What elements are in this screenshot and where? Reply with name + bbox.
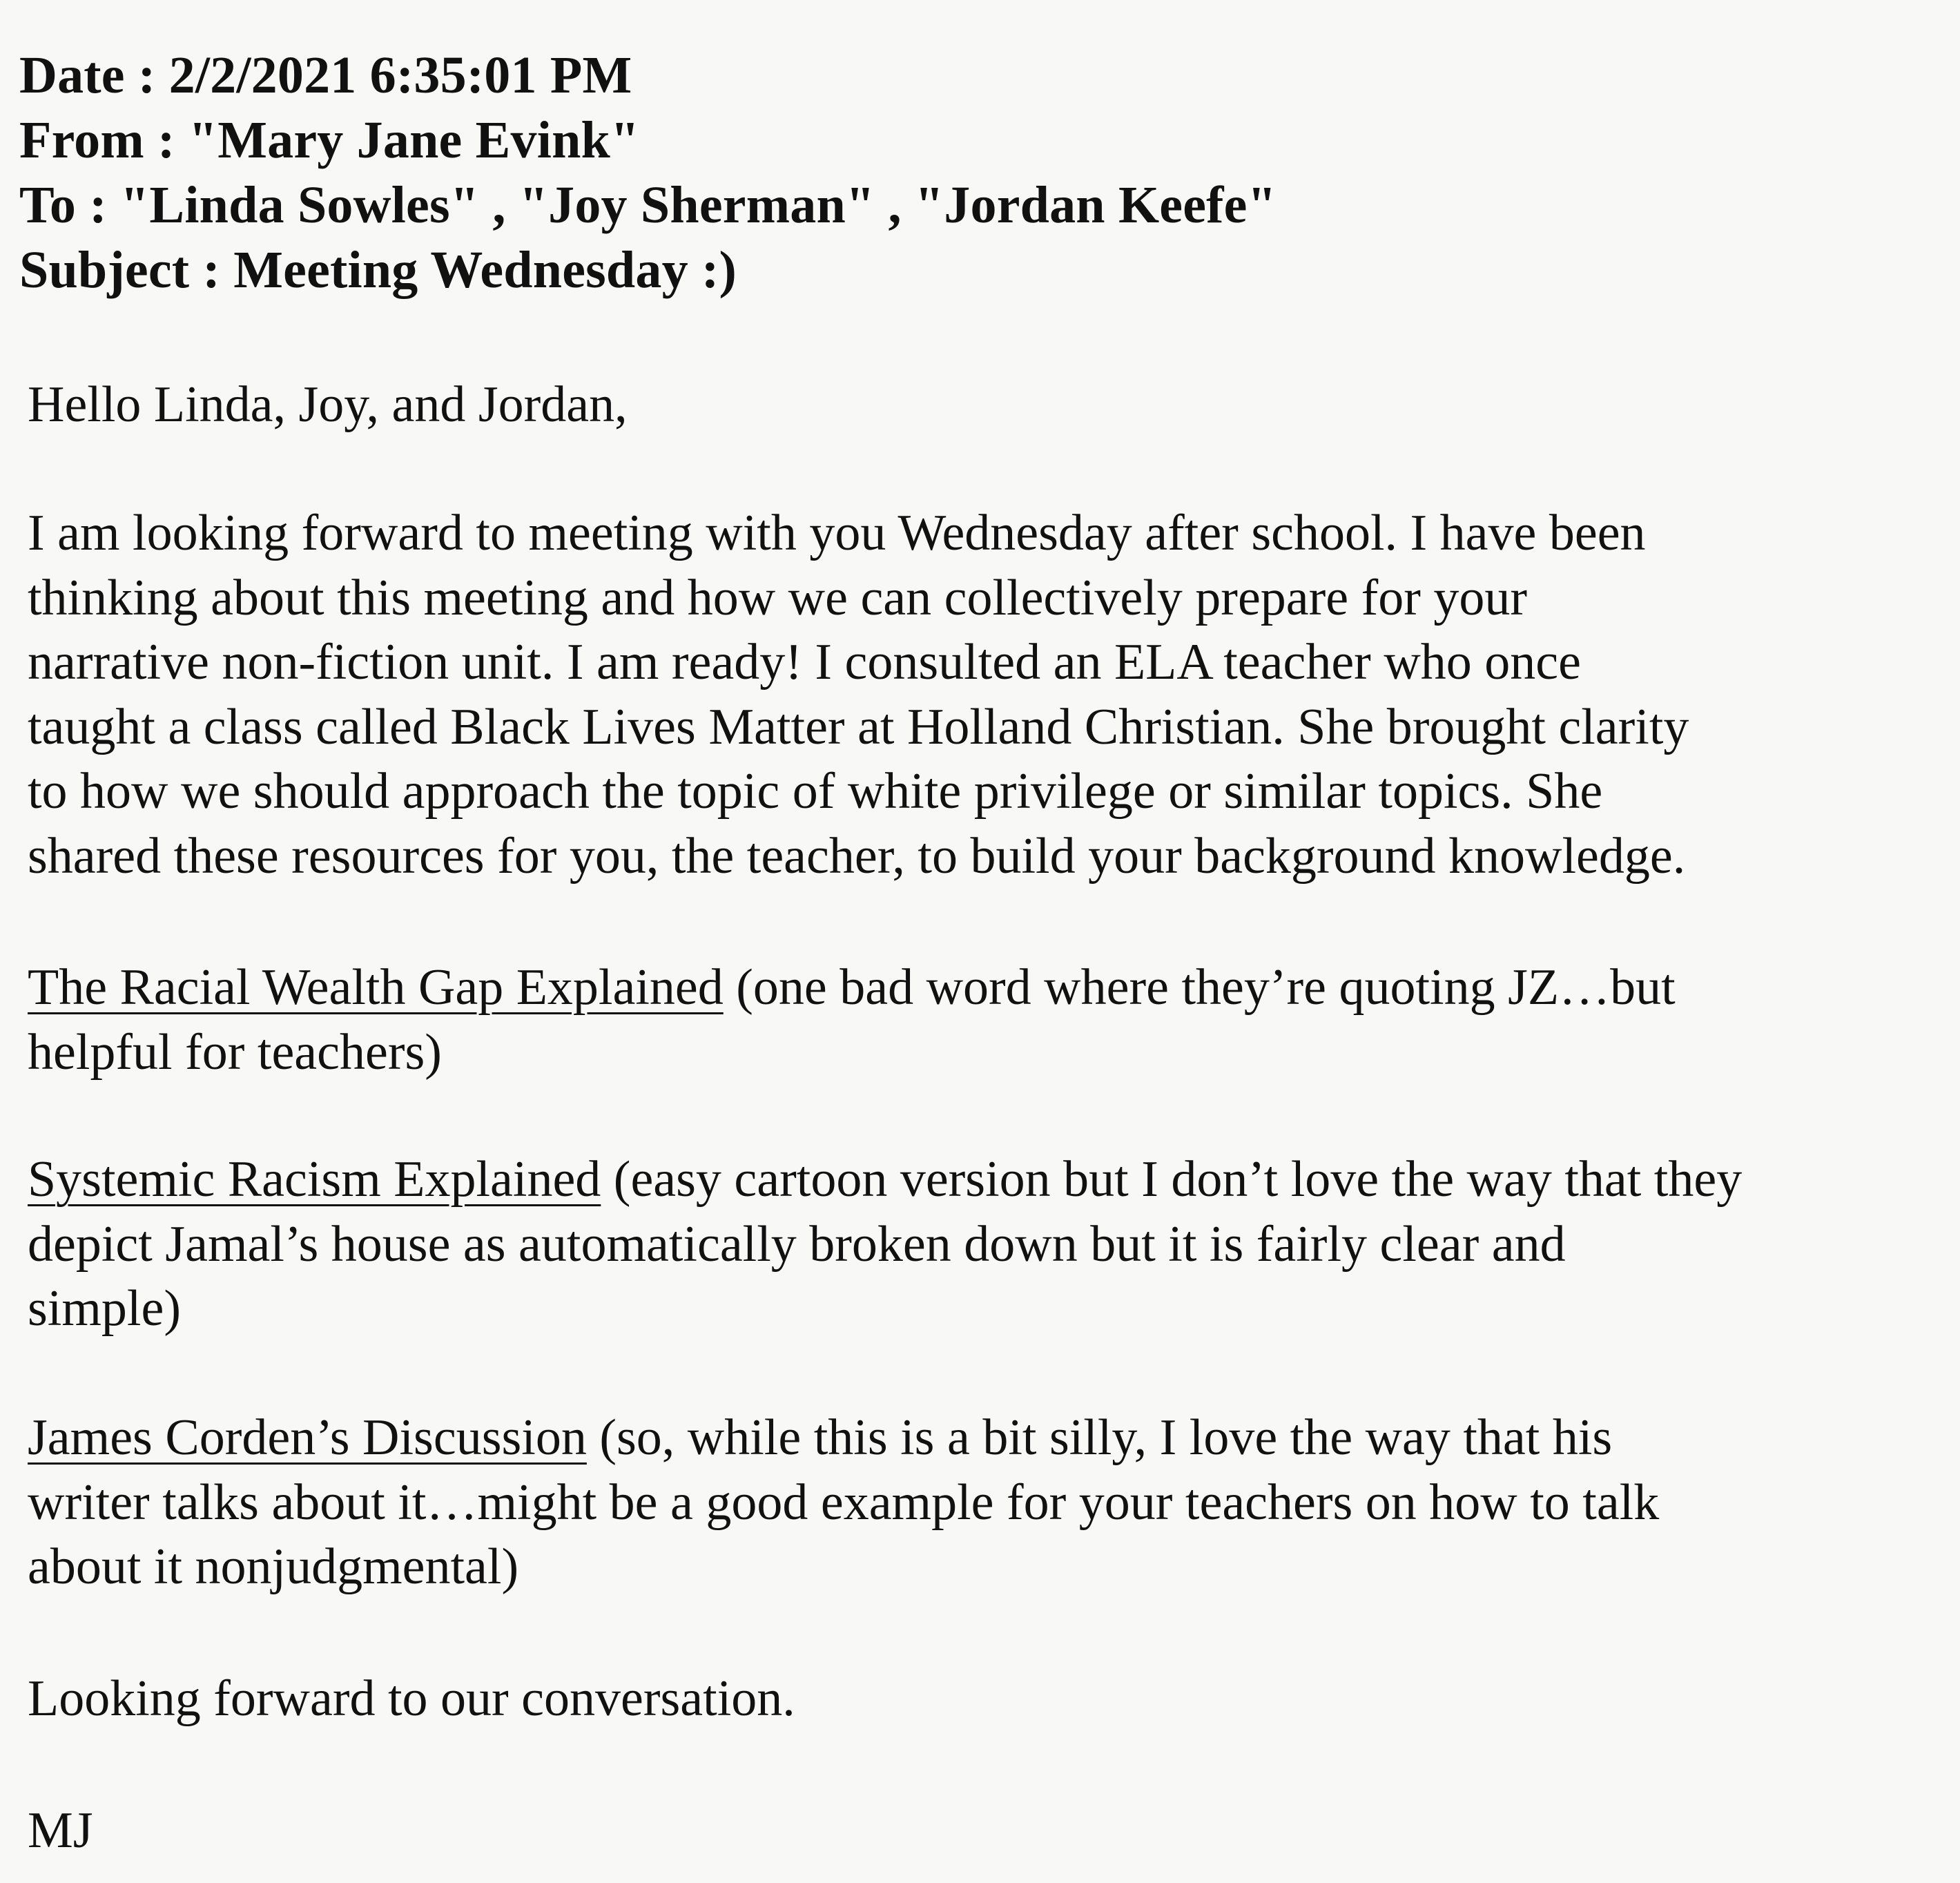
resource-item-racial-wealth-gap bbox=[28, 956, 1954, 1085]
resource-line bbox=[28, 1148, 1954, 1213]
paragraph-line: narrative non-fiction unit. I am ready! I consulted an ELA teacher who once bbox=[28, 634, 1581, 691]
greeting bbox=[28, 373, 1954, 438]
date-line bbox=[19, 43, 1883, 108]
resource-line: simple) bbox=[28, 1280, 181, 1337]
resource-item-james-corden bbox=[28, 1406, 1954, 1600]
resource-line bbox=[28, 1406, 1954, 1471]
greeting-text: Hello Linda, Joy, and Jordan, bbox=[28, 376, 628, 433]
paragraph-line: I am looking forward to meeting with you Wednesday after school. I have been bbox=[28, 505, 1646, 561]
closing bbox=[28, 1667, 1954, 1732]
resource-line: depict Jamal’s house as automatically broken down but it is fairly clear and bbox=[28, 1215, 1566, 1273]
resource-line: helpful for teachers) bbox=[28, 1023, 442, 1081]
racial-wealth-gap-link[interactable]: The Racial Wealth Gap Explained bbox=[28, 959, 724, 1016]
resource-note: (one bad word where they’re quoting JZ…but bbox=[723, 959, 1676, 1016]
systemic-racism-link[interactable]: Systemic Racism Explained bbox=[28, 1151, 601, 1208]
paragraph-line: shared these resources for you, the teacher, to build your background knowledge. bbox=[28, 827, 1686, 885]
date-value: 2/2/2021 6:35:01 PM bbox=[168, 46, 632, 104]
to-value: "Linda Sowles" , "Joy Sherman" , "Jordan Keefe" bbox=[120, 176, 1277, 234]
to-line bbox=[19, 173, 1883, 238]
james-corden-link[interactable]: James Corden’s Discussion bbox=[28, 1409, 587, 1466]
from-value: "Mary Jane Evink" bbox=[188, 111, 640, 169]
from-label: From : bbox=[19, 111, 188, 169]
paragraph-line: taught a class called Black Lives Matter at Holland Christian. She brought clarity bbox=[28, 698, 1689, 755]
subject-value: Meeting Wednesday :) bbox=[233, 241, 737, 299]
resource-line: about it nonjudgmental) bbox=[28, 1538, 519, 1595]
resource-note: (easy cartoon version but I don’t love the way that they bbox=[601, 1151, 1743, 1208]
resource-line bbox=[28, 956, 1954, 1021]
subject-label: Subject : bbox=[19, 241, 234, 299]
closing-text: Looking forward to our conversation. bbox=[28, 1670, 795, 1727]
date-label: Date : bbox=[19, 46, 169, 104]
to-label: To : bbox=[19, 176, 121, 234]
resource-line: writer talks about it…might be a good example for your teachers on how to talk bbox=[28, 1474, 1660, 1531]
resource-item-systemic-racism bbox=[28, 1148, 1954, 1342]
subject-line bbox=[19, 238, 1883, 302]
signature-text: MJ bbox=[28, 1802, 93, 1859]
intro-paragraph bbox=[28, 501, 1954, 889]
from-line bbox=[19, 108, 1883, 173]
paragraph-line: thinking about this meeting and how we can collectively prepare for your bbox=[28, 569, 1528, 626]
signature bbox=[28, 1799, 1954, 1864]
email-header bbox=[19, 43, 1883, 302]
paragraph-line: to how we should approach the topic of white privilege or similar topics. She bbox=[28, 763, 1603, 820]
resource-note: (so, while this is a bit silly, I love the way that his bbox=[586, 1409, 1613, 1466]
